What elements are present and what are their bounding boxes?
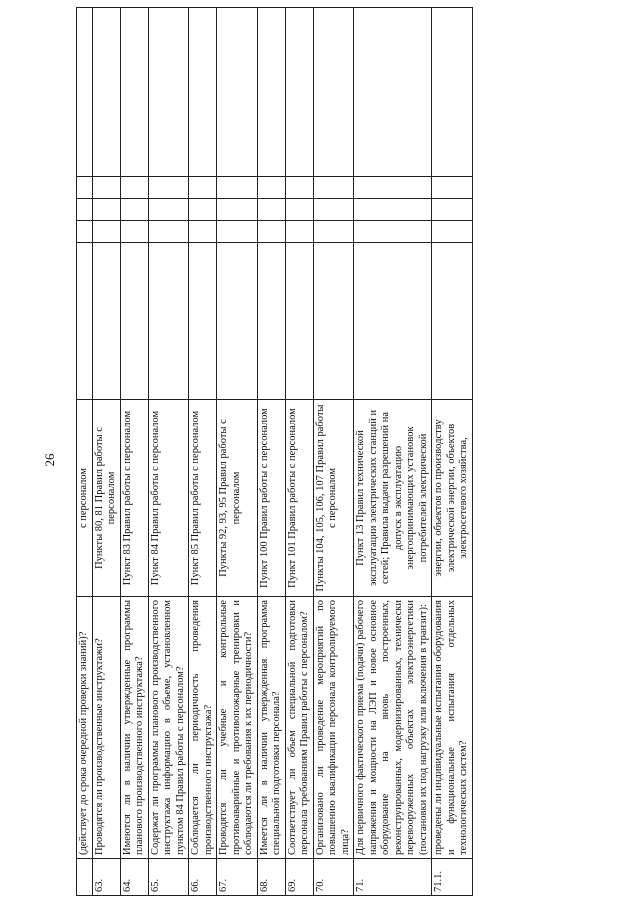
comment-cell: [120, 8, 148, 177]
answer-cell: [257, 177, 285, 199]
question-cell: Для первичного фактического приема (подачи) рабочего напряжения и мощности на ЛЭП и новое основное оборудование на вновь построенных, реконструированных, модернизированных, технически перевооруженных объектах электроэнергетики (постановки их под нагрузку или включения в транзит):: [354, 597, 432, 859]
reference-cell: Пункт 84 Правил работы с персоналом: [148, 400, 189, 597]
answer-cell: [354, 221, 432, 243]
answer-cell: [257, 243, 285, 400]
reference-cell: Пункт 83 Правил работы с персоналом: [120, 400, 148, 597]
answer-cell: [285, 243, 313, 400]
table-row: [354, 8, 432, 896]
answer-cell: [285, 199, 313, 221]
checklist-body: [77, 8, 473, 896]
answer-cell: [148, 221, 189, 243]
answer-cell: [313, 221, 354, 243]
answer-cell: [148, 177, 189, 199]
question-cell: Проводятся ли учебные и контрольные противоаварийные и противопожарные тренировки и соблюдаются ли требования к их периодичности?: [217, 597, 258, 859]
answer-cell: [432, 177, 473, 199]
table-row: [217, 8, 258, 896]
answer-cell: [217, 221, 258, 243]
table-row: [189, 8, 217, 896]
answer-cell: [92, 177, 120, 199]
question-cell: Содержат ли программы планового производственного инструктажа информацию в объеме, установленном пунктом 84 Правил работы с персоналом?: [148, 597, 189, 859]
answer-cell: [354, 177, 432, 199]
answer-cell: [189, 199, 217, 221]
row-number: 70.: [313, 859, 354, 896]
row-number: [77, 859, 93, 896]
answer-cell: [120, 221, 148, 243]
table-row: [313, 8, 354, 896]
answer-cell: [285, 177, 313, 199]
reference-cell: Пункты 92, 93, 95 Правил работы с персоналом: [217, 400, 258, 597]
answer-cell: [257, 221, 285, 243]
answer-cell: [189, 177, 217, 199]
answer-cell: [120, 243, 148, 400]
question-cell: Имеются ли в наличии утвержденные программы планового производственного инструктажа?: [120, 597, 148, 859]
row-number: 68.: [257, 859, 285, 896]
answer-cell: [313, 243, 354, 400]
answer-cell: [120, 199, 148, 221]
reference-cell: Пункт 85 Правил работы с персоналом: [189, 400, 217, 597]
comment-cell: [217, 8, 258, 177]
answer-cell: [432, 199, 473, 221]
answer-cell: [257, 199, 285, 221]
table-row: [77, 8, 93, 896]
row-number: 65.: [148, 859, 189, 896]
comment-cell: [189, 8, 217, 177]
answer-cell: [77, 243, 93, 400]
question-cell: Проводятся ли производственные инструктажи?: [92, 597, 120, 859]
answer-cell: [148, 243, 189, 400]
row-number: 67.: [217, 859, 258, 896]
question-cell: Соответствует ли объем специальной подготовки персонала требованиям Правил работы с персоналом?: [285, 597, 313, 859]
row-number: 66.: [189, 859, 217, 896]
answer-cell: [77, 221, 93, 243]
question-cell: Соблюдается ли периодичность проведения производственного инструктажа?: [189, 597, 217, 859]
answer-cell: [189, 221, 217, 243]
answer-cell: [217, 177, 258, 199]
answer-cell: [354, 243, 432, 400]
question-cell: Организовано ли проведение мероприятий по повышению квалификации персонала контролируемого лица?: [313, 597, 354, 859]
question-cell: проведены ли индивидуальные испытания оборудования и функциональные испытания отдельных технологических систем?: [432, 597, 473, 859]
question-cell: (действует до срока очередной проверки знаний)?: [77, 597, 93, 859]
checklist-table: [76, 7, 473, 896]
comment-cell: [354, 8, 432, 177]
comment-cell: [313, 8, 354, 177]
row-number: 71.: [354, 859, 432, 896]
answer-cell: [189, 243, 217, 400]
table-row: [257, 8, 285, 896]
row-number: 69.: [285, 859, 313, 896]
page-number: 26: [42, 453, 57, 467]
table-row: [285, 8, 313, 896]
reference-cell: Пункты 104, 105, 106, 107 Правил работы с персоналом: [313, 400, 354, 597]
row-number: 64.: [120, 859, 148, 896]
answer-cell: [120, 177, 148, 199]
reference-cell: Пункты 80, 81 Правил работы с персоналом: [92, 400, 120, 597]
answer-cell: [92, 199, 120, 221]
row-number: 63.: [92, 859, 120, 896]
reference-cell: энергии, объектов по производству электрической энергии, объектов электросетевого хозяйства,: [432, 400, 473, 597]
answer-cell: [217, 243, 258, 400]
comment-cell: [92, 8, 120, 177]
row-number: 71.1.: [432, 859, 473, 896]
table-row: [432, 8, 473, 896]
answer-cell: [77, 177, 93, 199]
answer-cell: [313, 199, 354, 221]
comment-cell: [432, 8, 473, 177]
table-row: [148, 8, 189, 896]
comment-cell: [257, 8, 285, 177]
table-row: [92, 8, 120, 896]
question-cell: Имеется ли в наличии утвержденная программа специальной подготовки персонала?: [257, 597, 285, 859]
answer-cell: [354, 199, 432, 221]
comment-cell: [285, 8, 313, 177]
answer-cell: [77, 199, 93, 221]
reference-cell: Пункт 100 Правил работы с персоналом: [257, 400, 285, 597]
answer-cell: [92, 243, 120, 400]
comment-cell: [77, 8, 93, 177]
reference-cell: Пункт 13 Правил технической эксплуатации электрических станций и сетей; Правила выдачи разрешений на допуск в эксплуатацию энергопринимающих установок потребителей электрической: [354, 400, 432, 597]
table-row: [120, 8, 148, 896]
answer-cell: [313, 177, 354, 199]
reference-cell: Пункт 101 Правил работы с персоналом: [285, 400, 313, 597]
answer-cell: [217, 199, 258, 221]
comment-cell: [148, 8, 189, 177]
answer-cell: [432, 221, 473, 243]
answer-cell: [432, 243, 473, 400]
answer-cell: [148, 199, 189, 221]
reference-cell: с персоналом: [77, 400, 93, 597]
answer-cell: [285, 221, 313, 243]
rotated-checklist: [76, 7, 473, 896]
answer-cell: [92, 221, 120, 243]
